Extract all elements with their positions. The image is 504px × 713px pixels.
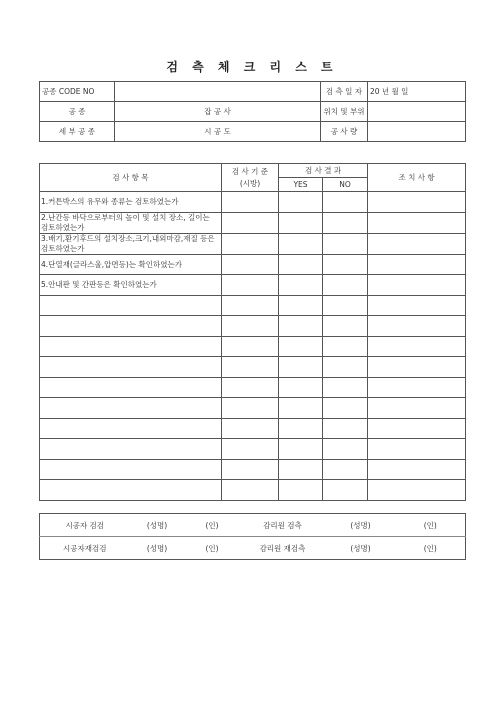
empty-item-cell[interactable] [40,459,222,480]
construction-code-field[interactable] [115,82,321,102]
location-label: 위치 및 부위 [321,102,368,122]
contractor-reinspect-label: 시공자재검검 [40,537,130,560]
col-standard-header [222,164,279,192]
check-item-1: 1.커튼박스의 유무와 종류는 검토하였는가 [40,192,222,213]
table-row [40,459,466,480]
standard-cell[interactable] [222,480,279,501]
standard-cell[interactable] [222,418,279,439]
action-cell[interactable] [368,212,466,233]
yes-cell[interactable] [279,316,323,337]
standard-cell[interactable] [222,192,279,213]
action-cell[interactable] [368,233,466,254]
no-cell[interactable] [323,439,368,460]
check-item-5: 5.안내판 및 간판등은 확인하였는가 [40,275,222,296]
action-cell[interactable] [368,275,466,296]
yes-cell[interactable] [279,418,323,439]
contractor-name-field[interactable]: (성명) [130,514,185,537]
header-row-2 [40,102,466,122]
col-standard-subtitle: (시방) [239,178,261,188]
col-yes-header: YES [279,178,323,192]
standard-cell[interactable] [222,357,279,378]
header-row-1 [40,82,466,102]
action-cell[interactable] [368,295,466,316]
no-cell[interactable] [323,192,368,213]
no-cell[interactable] [323,316,368,337]
empty-item-cell[interactable] [40,439,222,460]
table-head-row-1 [40,164,466,178]
check-item-4: 4.단열재(글라스울,압면등)는 확인하였는가 [40,254,222,275]
action-cell[interactable] [368,398,466,419]
yes-cell[interactable] [279,398,323,419]
quantity-label: 공 사 량 [321,122,368,142]
no-cell[interactable] [323,275,368,296]
supervisor-reinspect-name-field[interactable]: (성명) [326,537,396,560]
yes-cell[interactable] [279,192,323,213]
empty-item-cell[interactable] [40,377,222,398]
no-cell[interactable] [323,418,368,439]
supervisor-seal-field[interactable]: (인) [396,514,466,537]
work-type-label: 공 종 [40,102,115,122]
no-cell[interactable] [323,357,368,378]
location-field[interactable] [368,102,466,122]
header-row-3 [40,122,466,142]
check-item-3: 3.배기,환기후드의 설치장소,크기,내외마감,재질 등은 검토하였는가 [40,233,222,254]
standard-cell[interactable] [222,295,279,316]
standard-cell[interactable] [222,439,279,460]
table-row [40,480,466,501]
signature-table [39,513,466,560]
signature-row-1 [40,514,466,537]
inspection-date-field[interactable]: 20 년 월 일 [368,82,466,102]
standard-cell[interactable] [222,377,279,398]
col-action-header: 조 치 사 항 [368,164,466,192]
table-row [40,295,466,316]
construction-code-label: 공종 CODE NO [40,82,115,102]
yes-cell[interactable] [279,459,323,480]
action-cell[interactable] [368,439,466,460]
col-result-header: 검 사 결 과 [279,164,368,178]
supervisor-name-field[interactable]: (성명) [326,514,396,537]
page-title: 검 측 체 크 리 스 트 [166,60,338,74]
standard-cell[interactable] [222,233,279,254]
table-row [40,377,466,398]
yes-cell[interactable] [279,233,323,254]
col-standard-title: 검 사 기 준 [231,166,269,176]
empty-item-cell[interactable] [40,357,222,378]
yes-cell[interactable] [279,480,323,501]
standard-cell[interactable] [222,316,279,337]
header-table [39,81,466,142]
sub-work-label: 잡 공 사 [115,102,321,122]
table-row [40,336,466,357]
col-items-header: 검 사 항 목 [40,164,222,192]
table-row [40,254,466,275]
table-row [40,439,466,460]
no-cell[interactable] [323,254,368,275]
standard-cell[interactable] [222,459,279,480]
detail-work-label: 세 부 공 종 [40,122,115,142]
empty-item-cell[interactable] [40,480,222,501]
inspection-date-label: 검 측 일 자 [321,82,368,102]
table-row [40,316,466,337]
no-cell[interactable] [323,459,368,480]
supervisor-reinspect-seal-field[interactable]: (인) [396,537,466,560]
action-cell[interactable] [368,192,466,213]
check-item-2: 2.난간등 바닥으로부터의 높이 및 설치 장소, 길이는 검토하였는가 [40,212,222,233]
signature-row-2 [40,537,466,560]
no-cell[interactable] [323,295,368,316]
table-row [40,192,466,213]
standard-cell[interactable] [222,398,279,419]
no-cell[interactable] [323,212,368,233]
action-cell[interactable] [368,357,466,378]
standard-cell[interactable] [222,212,279,233]
quantity-field[interactable] [368,122,466,142]
col-no-header: NO [323,178,368,192]
no-cell[interactable] [323,398,368,419]
table-row [40,233,466,254]
no-cell[interactable] [323,480,368,501]
standard-cell[interactable] [222,336,279,357]
empty-item-cell[interactable] [40,295,222,316]
contractor-inspect-label: 시공자 검검 [40,514,130,537]
table-row [40,275,466,296]
supervisor-reinspect-label: 감리원 재검측 [240,537,326,560]
no-cell[interactable] [323,336,368,357]
no-cell[interactable] [323,233,368,254]
action-cell[interactable] [368,336,466,357]
supervisor-inspect-label: 감리원 검측 [240,514,326,537]
yes-cell[interactable] [279,377,323,398]
yes-cell[interactable] [279,295,323,316]
empty-item-cell[interactable] [40,418,222,439]
action-cell[interactable] [368,459,466,480]
table-row [40,418,466,439]
empty-item-cell[interactable] [40,316,222,337]
yes-cell[interactable] [279,357,323,378]
standard-cell[interactable] [222,275,279,296]
table-row [40,212,466,233]
standard-cell[interactable] [222,254,279,275]
yes-cell[interactable] [279,439,323,460]
action-cell[interactable] [368,316,466,337]
action-cell[interactable] [368,377,466,398]
contractor-reinspect-seal-field[interactable]: (인) [185,537,240,560]
table-row [40,398,466,419]
table-row [40,357,466,378]
action-cell[interactable] [368,254,466,275]
yes-cell[interactable] [279,336,323,357]
yes-cell[interactable] [279,275,323,296]
contractor-reinspect-name-field[interactable]: (성명) [130,537,185,560]
contractor-seal-field[interactable]: (인) [185,514,240,537]
no-cell[interactable] [323,377,368,398]
yes-cell[interactable] [279,212,323,233]
yes-cell[interactable] [279,254,323,275]
empty-item-cell[interactable] [40,336,222,357]
action-cell[interactable] [368,418,466,439]
empty-item-cell[interactable] [40,398,222,419]
drawing-label: 시 공 도 [115,122,321,142]
action-cell[interactable] [368,480,466,501]
inspection-table [39,163,466,501]
